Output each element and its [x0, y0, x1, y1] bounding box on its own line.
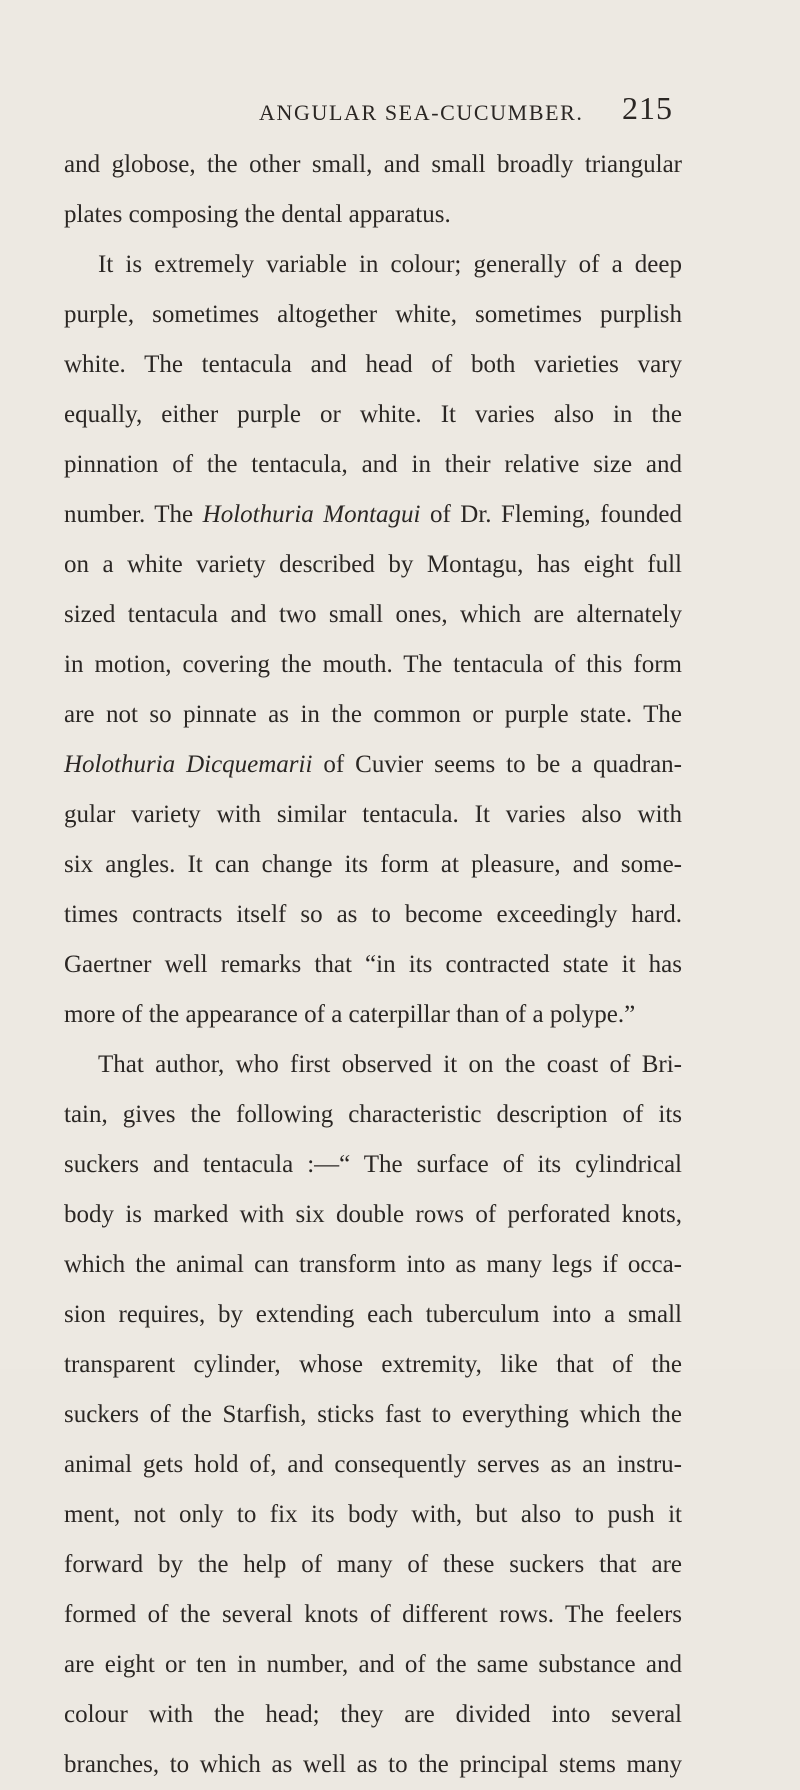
- page-header: [0, 90, 800, 132]
- text-line: sized tentacula and two small ones, which are alternately: [64, 601, 682, 628]
- text-line: plates composing the dental apparatus.: [64, 201, 451, 228]
- text-line: animal gets hold of, and consequently serves as an instru-: [64, 1451, 682, 1478]
- text-line: are not so pinnate as in the common or purple state. The: [64, 701, 682, 728]
- text-line: suckers and tentacula :—“ The surface of its cylindrical: [64, 1151, 682, 1178]
- text-line: times contracts itself so as to become exceedingly hard.: [64, 901, 682, 928]
- text-line: It is extremely variable in colour; generally of a deep: [98, 251, 682, 278]
- text-line: purple, sometimes altogether white, sometimes purplish: [64, 301, 682, 328]
- species-name: Holothuria Montagui: [202, 501, 421, 528]
- text-line: are eight or ten in number, and of the same substance and: [64, 1651, 682, 1678]
- text-line: sion requires, by extending each tuberculum into a small: [64, 1301, 682, 1328]
- text-line: in motion, covering the mouth. The tentacula of this form: [64, 651, 682, 678]
- text-line: ment, not only to fix its body with, but also to push it: [64, 1501, 682, 1528]
- text-line: number. The Holothuria Montagui of Dr. Fleming, founded: [64, 501, 682, 528]
- text-line: gular variety with similar tentacula. It varies also with: [64, 801, 682, 828]
- page-number: 215: [622, 90, 673, 126]
- running-title: ANGULAR SEA-CUCUMBER.: [259, 100, 584, 125]
- text-line: more of the appearance of a caterpillar than of a polype.”: [64, 1001, 636, 1028]
- body-text: [64, 140, 682, 1790]
- text-line: tain, gives the following characteristic description of its: [64, 1101, 682, 1128]
- text-line: white. The tentacula and head of both varieties vary: [64, 351, 682, 378]
- text-line: which the animal can transform into as many legs if occa-: [64, 1251, 682, 1278]
- species-name: Holothuria Dicquemarii: [64, 751, 313, 778]
- text-line: on a white variety described by Montagu, has eight full: [64, 551, 682, 578]
- text-line: That author, who first observed it on the coast of Bri-: [98, 1051, 682, 1078]
- text-line: colour with the head; they are divided into several: [64, 1701, 682, 1728]
- text-line: equally, either purple or white. It varies also in the: [64, 401, 682, 428]
- text-line: six angles. It can change its form at pleasure, and some-: [64, 851, 682, 878]
- text-line: body is marked with six double rows of perforated knots,: [64, 1201, 682, 1228]
- text-line: and globose, the other small, and small broadly triangular: [64, 151, 682, 178]
- text-line: formed of the several knots of different rows. The feelers: [64, 1601, 682, 1628]
- text-line: pinnation of the tentacula, and in their relative size and: [64, 451, 682, 478]
- text-line: suckers of the Starfish, sticks fast to everything which the: [64, 1401, 682, 1428]
- text-line: Holothuria Dicquemarii of Cuvier seems to be a quadran-: [64, 751, 682, 778]
- text-line: transparent cylinder, whose extremity, like that of the: [64, 1351, 682, 1378]
- text-line: Gaertner well remarks that “in its contracted state it has: [64, 951, 682, 978]
- text-line: forward by the help of many of these suckers that are: [64, 1551, 682, 1578]
- text-line: branches, to which as well as to the principal stems many: [64, 1751, 682, 1778]
